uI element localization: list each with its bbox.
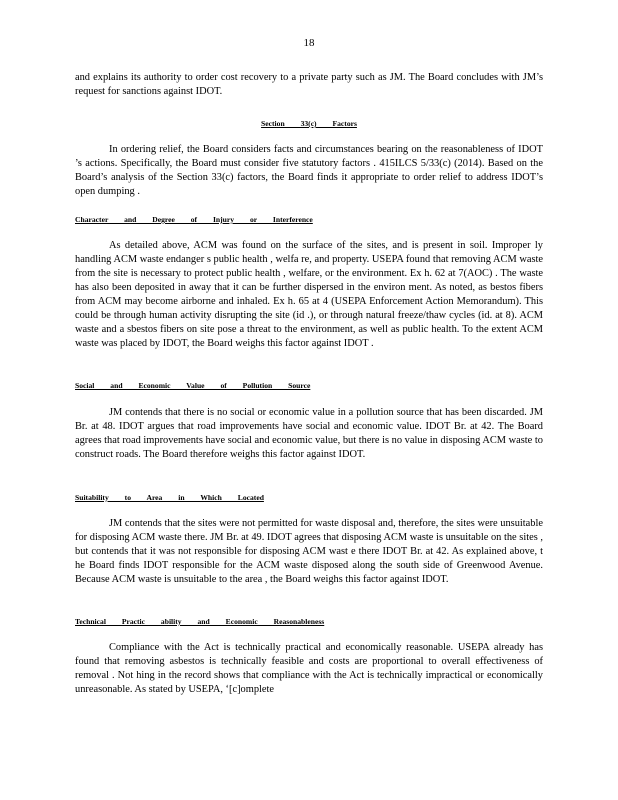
factor-heading-wrap bbox=[75, 379, 543, 393]
factor-heading-suitability: Suitability to Area in Which Located bbox=[75, 493, 264, 502]
section-paragraph: In ordering relief, the Board considers facts and circumstances bearing on the reasonableness of IDOT ’s actions. Specifically, the Board must consider five statutory factors . 415ILCS 5/33(c) (2014). Based on the Board’s analysis of the Section 33(c) factors, the Board finds it appropriate to order relief to address IDOT’s open dumping . bbox=[75, 144, 543, 197]
factor-heading-wrap bbox=[75, 213, 543, 227]
intro-paragraph: and explains its authority to order cost recovery to a private party such as JM. The Board concludes with JM’s request for sanctions against IDOT. bbox=[75, 72, 543, 97]
section-heading-wrap bbox=[75, 117, 543, 131]
factor-paragraph-suitability: JM contends that the sites were not permitted for waste disposal and, therefore, the sites were unsuitable for disposing ACM waste there. JM Br. at 49. IDOT agrees that disposing ACM waste is unsuitable on the sites , but contends that it was not responsible for disposing ACM wast e there IDOT Br. at 42. As explained above, t he Board finds IDOT responsible for the ACM waste disposed along the south side of Greenwood Avenue. Because ACM waste is unsuitable to the area , the Board weighs this factor against IDOT. bbox=[75, 518, 543, 585]
factor-heading-wrap bbox=[75, 615, 543, 629]
section-heading: Section 33(c) Factors bbox=[261, 119, 357, 128]
factor-paragraph-social-economic: JM contends that there is no social or economic value in a pollution source that has been discarded. JM Br. at 48. IDOT argues that road improvements have social and economic value. IDOT Br. at 42. The Board agrees that road improvements have social and economic value, but there is no value in disposing ACM waste to construct roads. The Board therefore weighs this factor against IDOT. bbox=[75, 407, 543, 460]
factor-heading-technical: Technical Practic ability and Economic Reasonableness bbox=[75, 617, 325, 626]
factor-heading-social-economic: Social and Economic Value of Pollution Source bbox=[75, 381, 311, 390]
factor-heading-character: Character and Degree of Injury or Interference bbox=[75, 215, 313, 224]
factor-heading-wrap bbox=[75, 491, 543, 505]
factor-paragraph-technical: Compliance with the Act is technically practical and economically reasonable. USEPA already has found that removing asbestos is technically feasible and costs are proportional to overall effectiveness of removal . Not hing in the record shows that compliance with the Act is technically impractical or economically unreasonable. As stated by USEPA, ‘[c]omplete bbox=[75, 642, 543, 695]
page-number: 18 bbox=[303, 37, 315, 49]
factor-paragraph-character: As detailed above, ACM was found on the surface of the sites, and is present in soil. Improper ly handling ACM waste endanger s public health , welfa re, and property. USEPA found that removing ACM waste from the site is necessary to protect public health , welfare, or the environment. Ex h. 62 at 7(AOC) . The waste has also been deposited in away that it can be further dispersed in the environ ment. As noted, as bestos fibers from ACM may become airborne and inhaled. Ex h. 65 at 4 (USEPA Enforcement Action Memorandum). This could be through human activity disrupting the site (id .), or through natural freeze/thaw cycles (id. at 8). ACM waste and a sbestos fibers on site pose a threat to the environment, as well as public health. To the extent ACM waste was placed by IDOT, the Board weighs this factor against IDOT . bbox=[75, 240, 543, 349]
